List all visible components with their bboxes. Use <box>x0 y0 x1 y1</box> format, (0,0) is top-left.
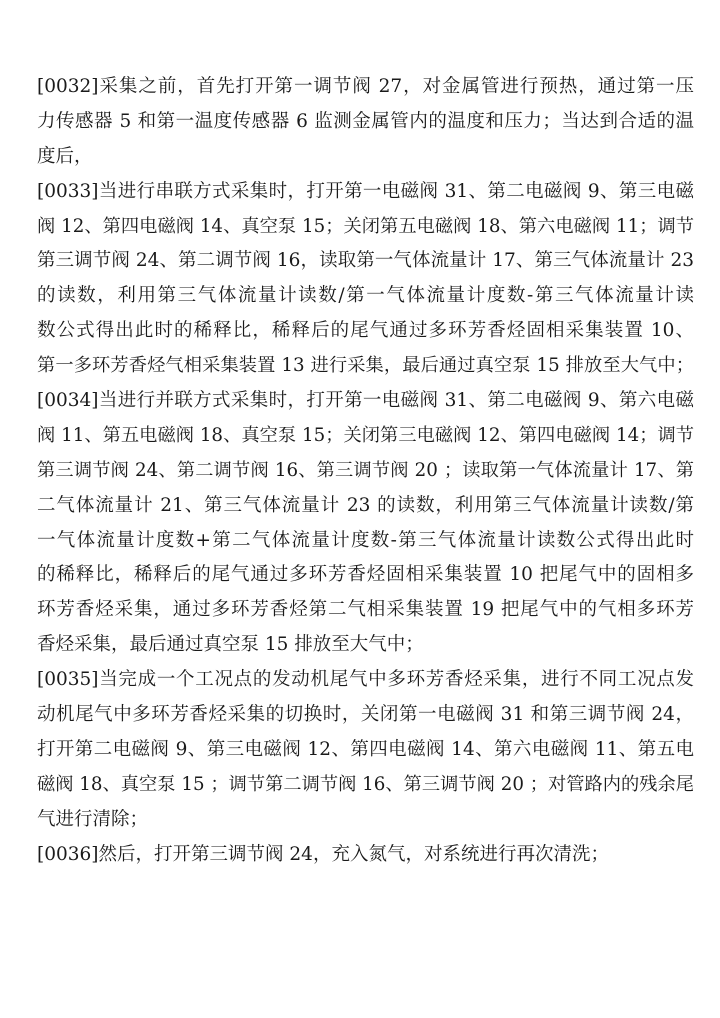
text-line: 第一多环芳香烃气相采集装置 13 进行采集，最后通过真空泵 15 排放至大气中； <box>37 355 694 377</box>
paragraph-0034 <box>37 384 694 663</box>
text-line: 环芳香烃采集，通过多环芳香烃第二气相采集装置 19 把尾气中的气相多环芳 <box>37 599 694 621</box>
text-line: 的稀释比，稀释后的尾气通过多环芳香烃固相采集装置 10 把尾气中的固相多 <box>37 564 694 586</box>
text-line: 二气体流量计 21、第三气体流量计 23 的读数，利用第三气体流量计读数/第 <box>37 494 694 516</box>
text-line: 打开第二电磁阀 9、第三电磁阀 12、第四电磁阀 14、第六电磁阀 11、第五电 <box>37 738 694 760</box>
text-line: 阀 11、第五电磁阀 18、真空泵 15；关闭第三电磁阀 12、第四电磁阀 14；调节 <box>37 424 694 446</box>
text-line: 气进行清除； <box>37 808 149 830</box>
text-line: [0034]当进行并联方式采集时，打开第一电磁阀 31、第二电磁阀 9、第六电磁 <box>37 390 694 412</box>
text-line: 力传感器 5 和第一温度传感器 6 监测金属管内的温度和压力；当达到合适的温 <box>37 110 694 132</box>
paragraph-0032 <box>37 70 694 175</box>
text-line: 度后， <box>37 145 93 167</box>
text-line: [0036]然后，打开第三调节阀 24，充入氮气，对系统进行再次清洗； <box>37 843 609 865</box>
text-line: 磁阀 18、真空泵 15 ；调节第二调节阀 16、第三调节阀 20 ；对管路内的残余尾 <box>37 773 694 795</box>
text-line: [0032]采集之前，首先打开第一调节阀 27，对金属管进行预热，通过第一压 <box>37 76 694 97</box>
text-line: 香烃采集，最后通过真空泵 15 排放至大气中； <box>37 634 424 656</box>
text-line: 第三调节阀 24、第二调节阀 16，读取第一气体流量计 17、第三气体流量计 23 <box>37 250 694 272</box>
text-line: 一气体流量计度数+第二气体流量计度数-第三气体流量计读数公式得出此时 <box>37 529 694 551</box>
text-line: 数公式得出此时的稀释比，稀释后的尾气通过多环芳香烃固相采集装置 10、 <box>37 320 694 342</box>
text-line: 的读数，利用第三气体流量计读数/第一气体流量计度数-第三气体流量计读 <box>37 285 694 307</box>
paragraph-0036 <box>37 838 694 873</box>
text-line: [0033]当进行串联方式采集时，打开第一电磁阀 31、第二电磁阀 9、第三电磁 <box>37 180 694 202</box>
paragraph-0035 <box>37 663 694 837</box>
text-line: [0035]当完成一个工况点的发动机尾气中多环芳香烃采集，进行不同工况点发 <box>37 669 694 691</box>
text-line: 阀 12、第四电磁阀 14、真空泵 15；关闭第五电磁阀 18、第六电磁阀 11；调节 <box>37 215 694 237</box>
text-line: 第三调节阀 24、第二调节阀 16、第三调节阀 20 ；读取第一气体流量计 17、第 <box>37 459 694 481</box>
text-line: 动机尾气中多环芳香烃采集的切换时，关闭第一电磁阀 31 和第三调节阀 24， <box>37 704 694 726</box>
paragraph-0033 <box>37 175 694 384</box>
